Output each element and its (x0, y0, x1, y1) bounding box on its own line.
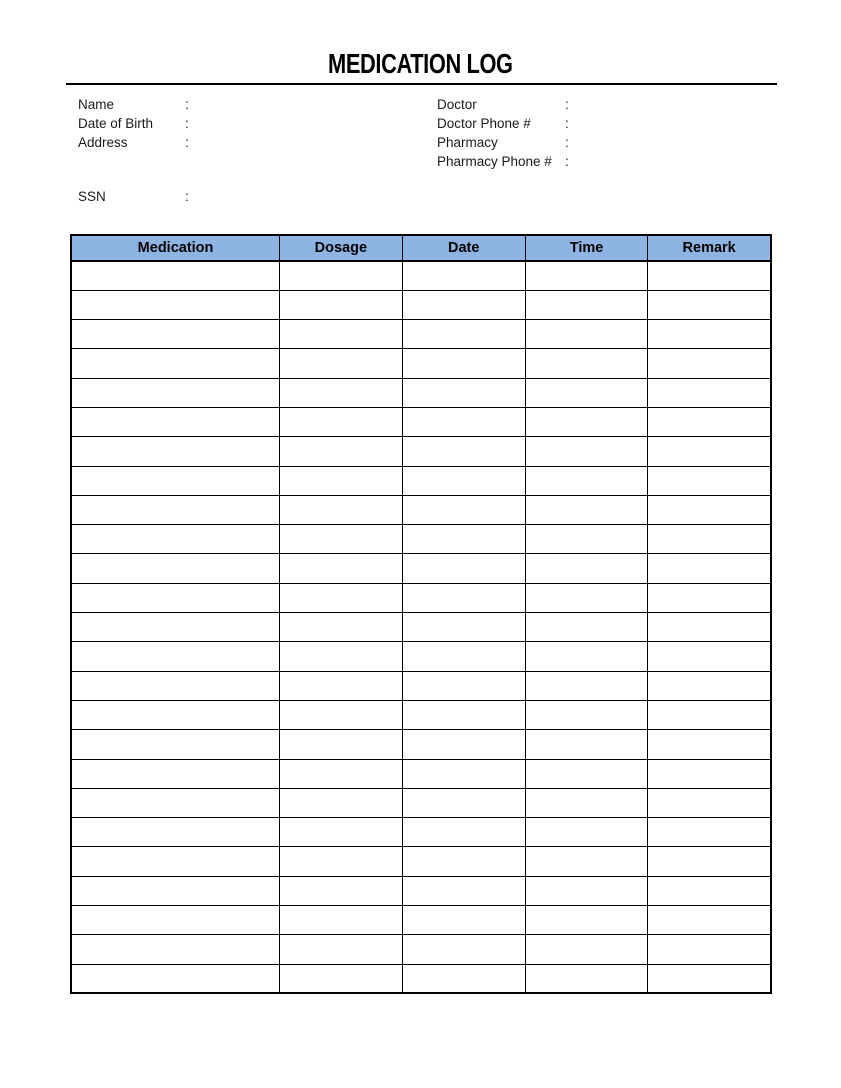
table-header-row (71, 235, 771, 261)
table-row (71, 378, 771, 407)
table-cell (402, 964, 525, 993)
table-cell (402, 349, 525, 378)
table-cell (71, 378, 280, 407)
title-wrap (0, 50, 841, 78)
table-cell (71, 906, 280, 935)
table-cell (280, 261, 403, 290)
table-cell (525, 437, 648, 466)
table-cell (648, 407, 771, 436)
table-cell (525, 495, 648, 524)
table-row (71, 466, 771, 495)
address-colon: : (185, 135, 189, 150)
table-cell (280, 906, 403, 935)
table-cell (71, 671, 280, 700)
table-row (71, 407, 771, 436)
table-cell (71, 818, 280, 847)
table-cell (402, 671, 525, 700)
pharmacy-phone-label: Pharmacy Phone # (437, 154, 552, 169)
table-row (71, 906, 771, 935)
table-row (71, 818, 771, 847)
table-cell (525, 818, 648, 847)
table-cell (402, 818, 525, 847)
table-cell (525, 554, 648, 583)
table-cell (71, 554, 280, 583)
table-cell (280, 437, 403, 466)
table-cell (71, 847, 280, 876)
table-cell (71, 290, 280, 319)
table-row (71, 671, 771, 700)
table-cell (280, 613, 403, 642)
table-cell (71, 466, 280, 495)
table-row (71, 525, 771, 554)
pharmacy-colon: : (565, 135, 569, 150)
table-cell (280, 964, 403, 993)
table-cell (648, 671, 771, 700)
page-title: MEDICATION LOG (328, 48, 513, 79)
table-row (71, 730, 771, 759)
table-cell (648, 495, 771, 524)
table-cell (648, 788, 771, 817)
title-underline (66, 83, 777, 85)
table-cell (648, 261, 771, 290)
table-cell (525, 261, 648, 290)
table-cell (71, 759, 280, 788)
table-cell (402, 935, 525, 964)
field-row-date-of-birth (78, 114, 437, 133)
table-cell (280, 466, 403, 495)
table-cell (525, 671, 648, 700)
doctor-label: Doctor (437, 97, 477, 112)
table-cell (280, 349, 403, 378)
field-row-doctor (437, 95, 777, 114)
name-colon: : (185, 97, 189, 112)
table-row (71, 613, 771, 642)
table-cell (280, 583, 403, 612)
date-of-birth-label: Date of Birth (78, 116, 154, 131)
table-cell (402, 320, 525, 349)
table-cell (648, 554, 771, 583)
table-cell (525, 290, 648, 319)
table-cell (402, 613, 525, 642)
table-cell (648, 818, 771, 847)
table-cell (525, 642, 648, 671)
patient-fields-column (78, 95, 437, 206)
table-cell (280, 700, 403, 729)
doctor-phone-label: Doctor Phone # (437, 116, 531, 131)
table-cell (402, 788, 525, 817)
table-cell (71, 700, 280, 729)
table-cell (648, 525, 771, 554)
table-row (71, 935, 771, 964)
table-row (71, 642, 771, 671)
table-cell (402, 437, 525, 466)
table-row (71, 320, 771, 349)
table-cell (402, 583, 525, 612)
table-cell (71, 437, 280, 466)
table-row (71, 788, 771, 817)
table-cell (648, 437, 771, 466)
doctor-phone-colon: : (565, 116, 569, 131)
table-cell (402, 847, 525, 876)
table-cell (71, 349, 280, 378)
field-row-ssn (78, 187, 437, 206)
table-row (71, 290, 771, 319)
table-cell (402, 759, 525, 788)
header-cell-time: Time (525, 235, 648, 261)
table-row (71, 964, 771, 993)
field-row-address (78, 133, 437, 152)
table-cell (71, 407, 280, 436)
table-cell (648, 964, 771, 993)
table-cell (280, 642, 403, 671)
table-cell (280, 759, 403, 788)
ssn-label: SSN (78, 189, 106, 204)
table-cell (280, 554, 403, 583)
table-row (71, 583, 771, 612)
table-row (71, 495, 771, 524)
table-cell (525, 700, 648, 729)
header-cell-dosage: Dosage (280, 235, 403, 261)
table-cell (402, 876, 525, 905)
table-cell (71, 613, 280, 642)
table-cell (402, 495, 525, 524)
table-cell (71, 788, 280, 817)
table-cell (402, 730, 525, 759)
table-row (71, 554, 771, 583)
table-cell (402, 261, 525, 290)
table-cell (71, 642, 280, 671)
field-row-pharmacy (437, 133, 777, 152)
table-cell (648, 349, 771, 378)
table-cell (280, 320, 403, 349)
table-cell (280, 876, 403, 905)
table-row (71, 261, 771, 290)
table-cell (402, 906, 525, 935)
table-cell (402, 700, 525, 729)
table-row (71, 759, 771, 788)
table-cell (648, 730, 771, 759)
table-cell (525, 583, 648, 612)
table-cell (648, 906, 771, 935)
table-cell (525, 759, 648, 788)
table-cell (525, 320, 648, 349)
medication-table-wrap (70, 234, 772, 994)
field-row-name (78, 95, 437, 114)
table-cell (71, 730, 280, 759)
header-cell-remark: Remark (648, 235, 771, 261)
table-cell (280, 495, 403, 524)
table-cell (525, 349, 648, 378)
table-cell (280, 671, 403, 700)
table-cell (525, 847, 648, 876)
table-cell (71, 320, 280, 349)
header-cell-date: Date (402, 235, 525, 261)
table-cell (71, 495, 280, 524)
table-row (71, 876, 771, 905)
table-cell (525, 788, 648, 817)
table-cell (648, 759, 771, 788)
ssn-colon: : (185, 189, 189, 204)
table-cell (648, 700, 771, 729)
header-cell-medication: Medication (71, 235, 280, 261)
table-cell (648, 466, 771, 495)
table-cell (71, 935, 280, 964)
table-cell (280, 525, 403, 554)
table-cell (280, 730, 403, 759)
table-cell (280, 290, 403, 319)
table-cell (402, 407, 525, 436)
table-cell (648, 378, 771, 407)
table-cell (648, 613, 771, 642)
table-row (71, 700, 771, 729)
table-cell (525, 407, 648, 436)
table-cell (648, 320, 771, 349)
table-cell (525, 613, 648, 642)
doctor-colon: : (565, 97, 569, 112)
table-cell (648, 876, 771, 905)
table-cell (525, 876, 648, 905)
table-row (71, 349, 771, 378)
medication-table (70, 234, 772, 994)
provider-fields-column (437, 95, 777, 206)
table-row (71, 847, 771, 876)
table-cell (525, 906, 648, 935)
table-cell (402, 554, 525, 583)
table-cell (71, 261, 280, 290)
table-cell (71, 525, 280, 554)
table-cell (71, 876, 280, 905)
table-cell (525, 466, 648, 495)
table-cell (280, 935, 403, 964)
name-label: Name (78, 97, 115, 112)
table-cell (525, 378, 648, 407)
table-cell (280, 788, 403, 817)
medication-table-body (71, 261, 771, 993)
table-cell (280, 818, 403, 847)
table-cell (648, 290, 771, 319)
patient-info-section (0, 95, 841, 206)
table-cell (525, 525, 648, 554)
address-label: Address (78, 135, 128, 150)
pharmacy-phone-colon: : (565, 154, 569, 169)
table-cell (402, 466, 525, 495)
table-cell (71, 583, 280, 612)
table-row (71, 437, 771, 466)
pharmacy-label: Pharmacy (437, 135, 498, 150)
table-cell (280, 407, 403, 436)
table-cell (525, 964, 648, 993)
table-cell (402, 525, 525, 554)
field-row-doctor-phone (437, 114, 777, 133)
field-row-pharmacy-phone (437, 152, 777, 171)
table-cell (402, 642, 525, 671)
table-cell (648, 935, 771, 964)
table-cell (525, 730, 648, 759)
table-cell (280, 847, 403, 876)
table-cell (280, 378, 403, 407)
date-of-birth-colon: : (185, 116, 189, 131)
table-cell (648, 642, 771, 671)
table-cell (71, 964, 280, 993)
table-cell (648, 583, 771, 612)
table-cell (402, 378, 525, 407)
table-cell (648, 847, 771, 876)
table-cell (402, 290, 525, 319)
table-cell (525, 935, 648, 964)
